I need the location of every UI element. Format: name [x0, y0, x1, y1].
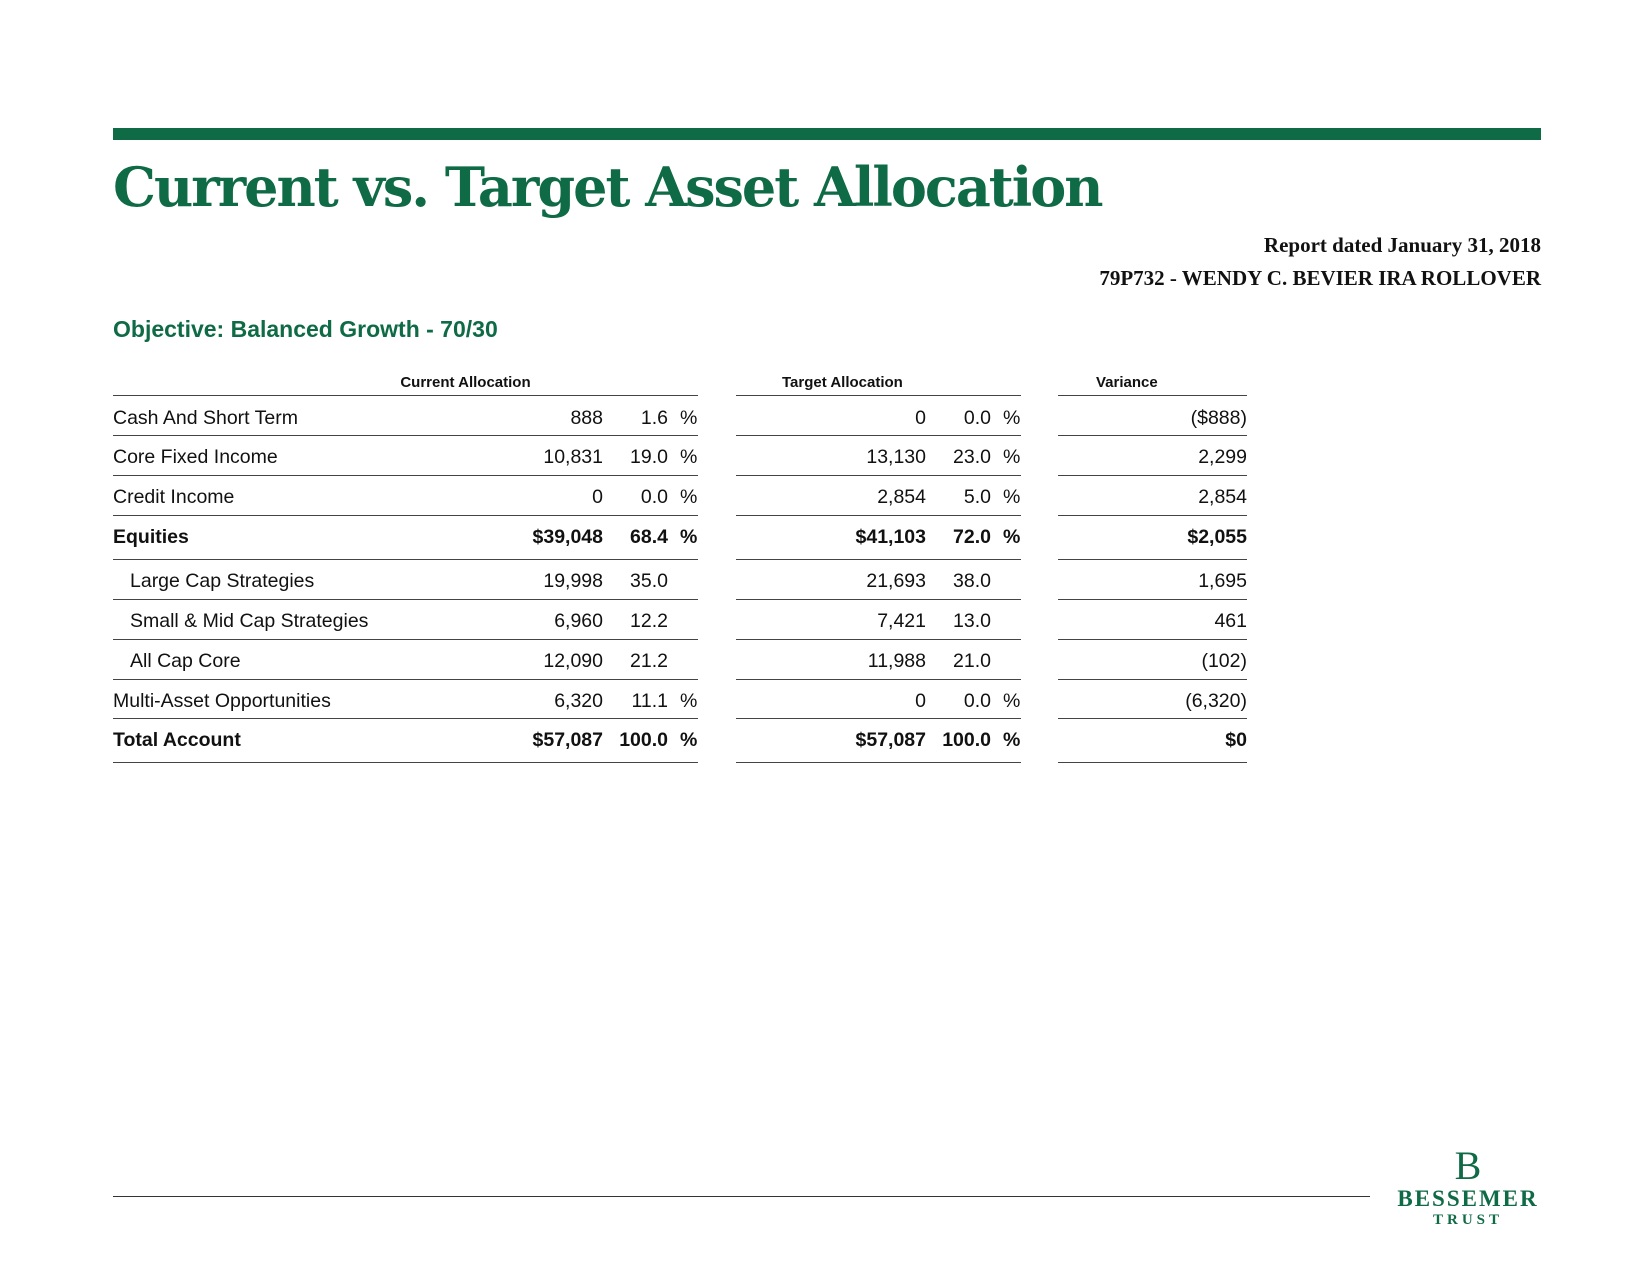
target-percent: 0.0: [963, 690, 991, 712]
current-percent: 35.0: [630, 570, 668, 592]
row-label: Credit Income: [113, 486, 235, 508]
target-percent-sign: %: [1003, 526, 1021, 548]
current-percent: 100.0: [619, 729, 668, 751]
row-label: Multi-Asset Opportunities: [113, 690, 331, 712]
target-percent: 21.0: [953, 650, 991, 672]
row-label: Core Fixed Income: [113, 446, 278, 468]
table-row: [0, 436, 1650, 476]
row-label: Total Account: [113, 729, 241, 751]
table-row: [0, 600, 1650, 640]
row-label: Small & Mid Cap Strategies: [130, 610, 369, 632]
header-rule-current: [113, 395, 698, 396]
current-percent-sign: %: [680, 729, 698, 751]
target-value: 0: [915, 690, 926, 712]
variance-value: 2,854: [1198, 486, 1247, 508]
target-percent: 0.0: [963, 407, 991, 429]
target-allocation-header-label: Target Allocation: [782, 374, 903, 391]
row-divider: [1058, 762, 1247, 763]
target-value: 0: [915, 407, 926, 429]
target-percent-sign: %: [1003, 446, 1021, 468]
target-percent-sign: %: [1003, 407, 1021, 429]
target-value: $41,103: [855, 526, 926, 548]
current-value: $39,048: [532, 526, 603, 548]
current-value: 6,320: [554, 690, 603, 712]
row-divider: [736, 762, 1021, 763]
footer-rule: [113, 1196, 1370, 1197]
current-percent: 12.2: [630, 610, 668, 632]
row-label: Cash And Short Term: [113, 407, 298, 429]
table-row: [0, 680, 1650, 719]
target-percent-sign: %: [1003, 729, 1021, 751]
current-percent-sign: %: [680, 486, 698, 508]
header-rule-variance: [1058, 395, 1247, 396]
target-allocation-header: [736, 374, 1021, 391]
variance-value: (6,320): [1185, 690, 1247, 712]
variance-header-label: Variance: [1096, 374, 1158, 391]
current-value: 6,960: [554, 610, 603, 632]
target-value: 11,988: [867, 650, 926, 672]
target-value: $57,087: [855, 729, 926, 751]
current-value: $57,087: [532, 729, 603, 751]
target-percent: 100.0: [942, 729, 991, 751]
table-row: [0, 397, 1650, 436]
table-row: [0, 476, 1650, 516]
current-value: 12,090: [543, 650, 603, 672]
current-percent-sign: %: [680, 407, 698, 429]
variance-value: 2,299: [1198, 446, 1247, 468]
header-accent-bar: [113, 128, 1541, 140]
current-allocation-header: [113, 374, 698, 391]
current-percent-sign: %: [680, 690, 698, 712]
logo-subname: TRUST: [1432, 1212, 1504, 1228]
current-percent: 19.0: [630, 446, 668, 468]
current-percent-sign: %: [680, 526, 698, 548]
current-allocation-header-label: Current Allocation: [400, 374, 531, 391]
variance-value: (102): [1201, 650, 1247, 672]
logo-mark: B: [1454, 1143, 1482, 1188]
variance-value: ($888): [1190, 407, 1247, 429]
current-value: 10,831: [543, 446, 603, 468]
current-value: 0: [592, 486, 603, 508]
table-row: [0, 560, 1650, 600]
target-value: 2,854: [877, 486, 926, 508]
variance-value: 1,695: [1198, 570, 1247, 592]
variance-value: $2,055: [1187, 526, 1247, 548]
target-percent: 72.0: [953, 526, 991, 548]
target-value: 13,130: [866, 446, 926, 468]
current-value: 19,998: [543, 570, 603, 592]
bessemer-trust-logo: [1388, 1143, 1548, 1228]
target-percent-sign: %: [1003, 690, 1021, 712]
variance-value: $0: [1225, 729, 1247, 751]
current-percent: 1.6: [640, 407, 668, 429]
report-date: Report dated January 31, 2018: [1263, 233, 1541, 257]
target-percent: 13.0: [953, 610, 991, 632]
row-label: Equities: [113, 526, 189, 548]
target-percent-sign: %: [1003, 486, 1021, 508]
target-value: 21,693: [866, 570, 926, 592]
current-value: 888: [570, 407, 603, 429]
page-title: Current vs. Target Asset Allocation: [113, 155, 1102, 219]
row-label: All Cap Core: [130, 650, 241, 672]
table-row: [0, 640, 1650, 680]
target-value: 7,421: [877, 610, 926, 632]
account-identifier: 79P732 - WENDY C. BEVIER IRA ROLLOVER: [1099, 266, 1541, 290]
target-percent: 5.0: [963, 486, 991, 508]
current-percent-sign: %: [680, 446, 698, 468]
investment-objective: Objective: Balanced Growth - 70/30: [113, 316, 498, 342]
current-percent: 68.4: [630, 526, 668, 548]
target-percent: 23.0: [953, 446, 991, 468]
current-percent: 21.2: [630, 650, 668, 672]
current-percent: 11.1: [631, 690, 668, 712]
row-label: Large Cap Strategies: [130, 570, 315, 592]
target-percent: 38.0: [953, 570, 991, 592]
header-rule-target: [736, 395, 1021, 396]
table-row: [0, 516, 1650, 560]
row-divider: [113, 762, 698, 763]
table-row: [0, 719, 1650, 763]
variance-value: 461: [1214, 610, 1247, 632]
variance-header: [1058, 374, 1247, 391]
logo-name: BESSEMER: [1397, 1186, 1539, 1211]
current-percent: 0.0: [640, 486, 668, 508]
